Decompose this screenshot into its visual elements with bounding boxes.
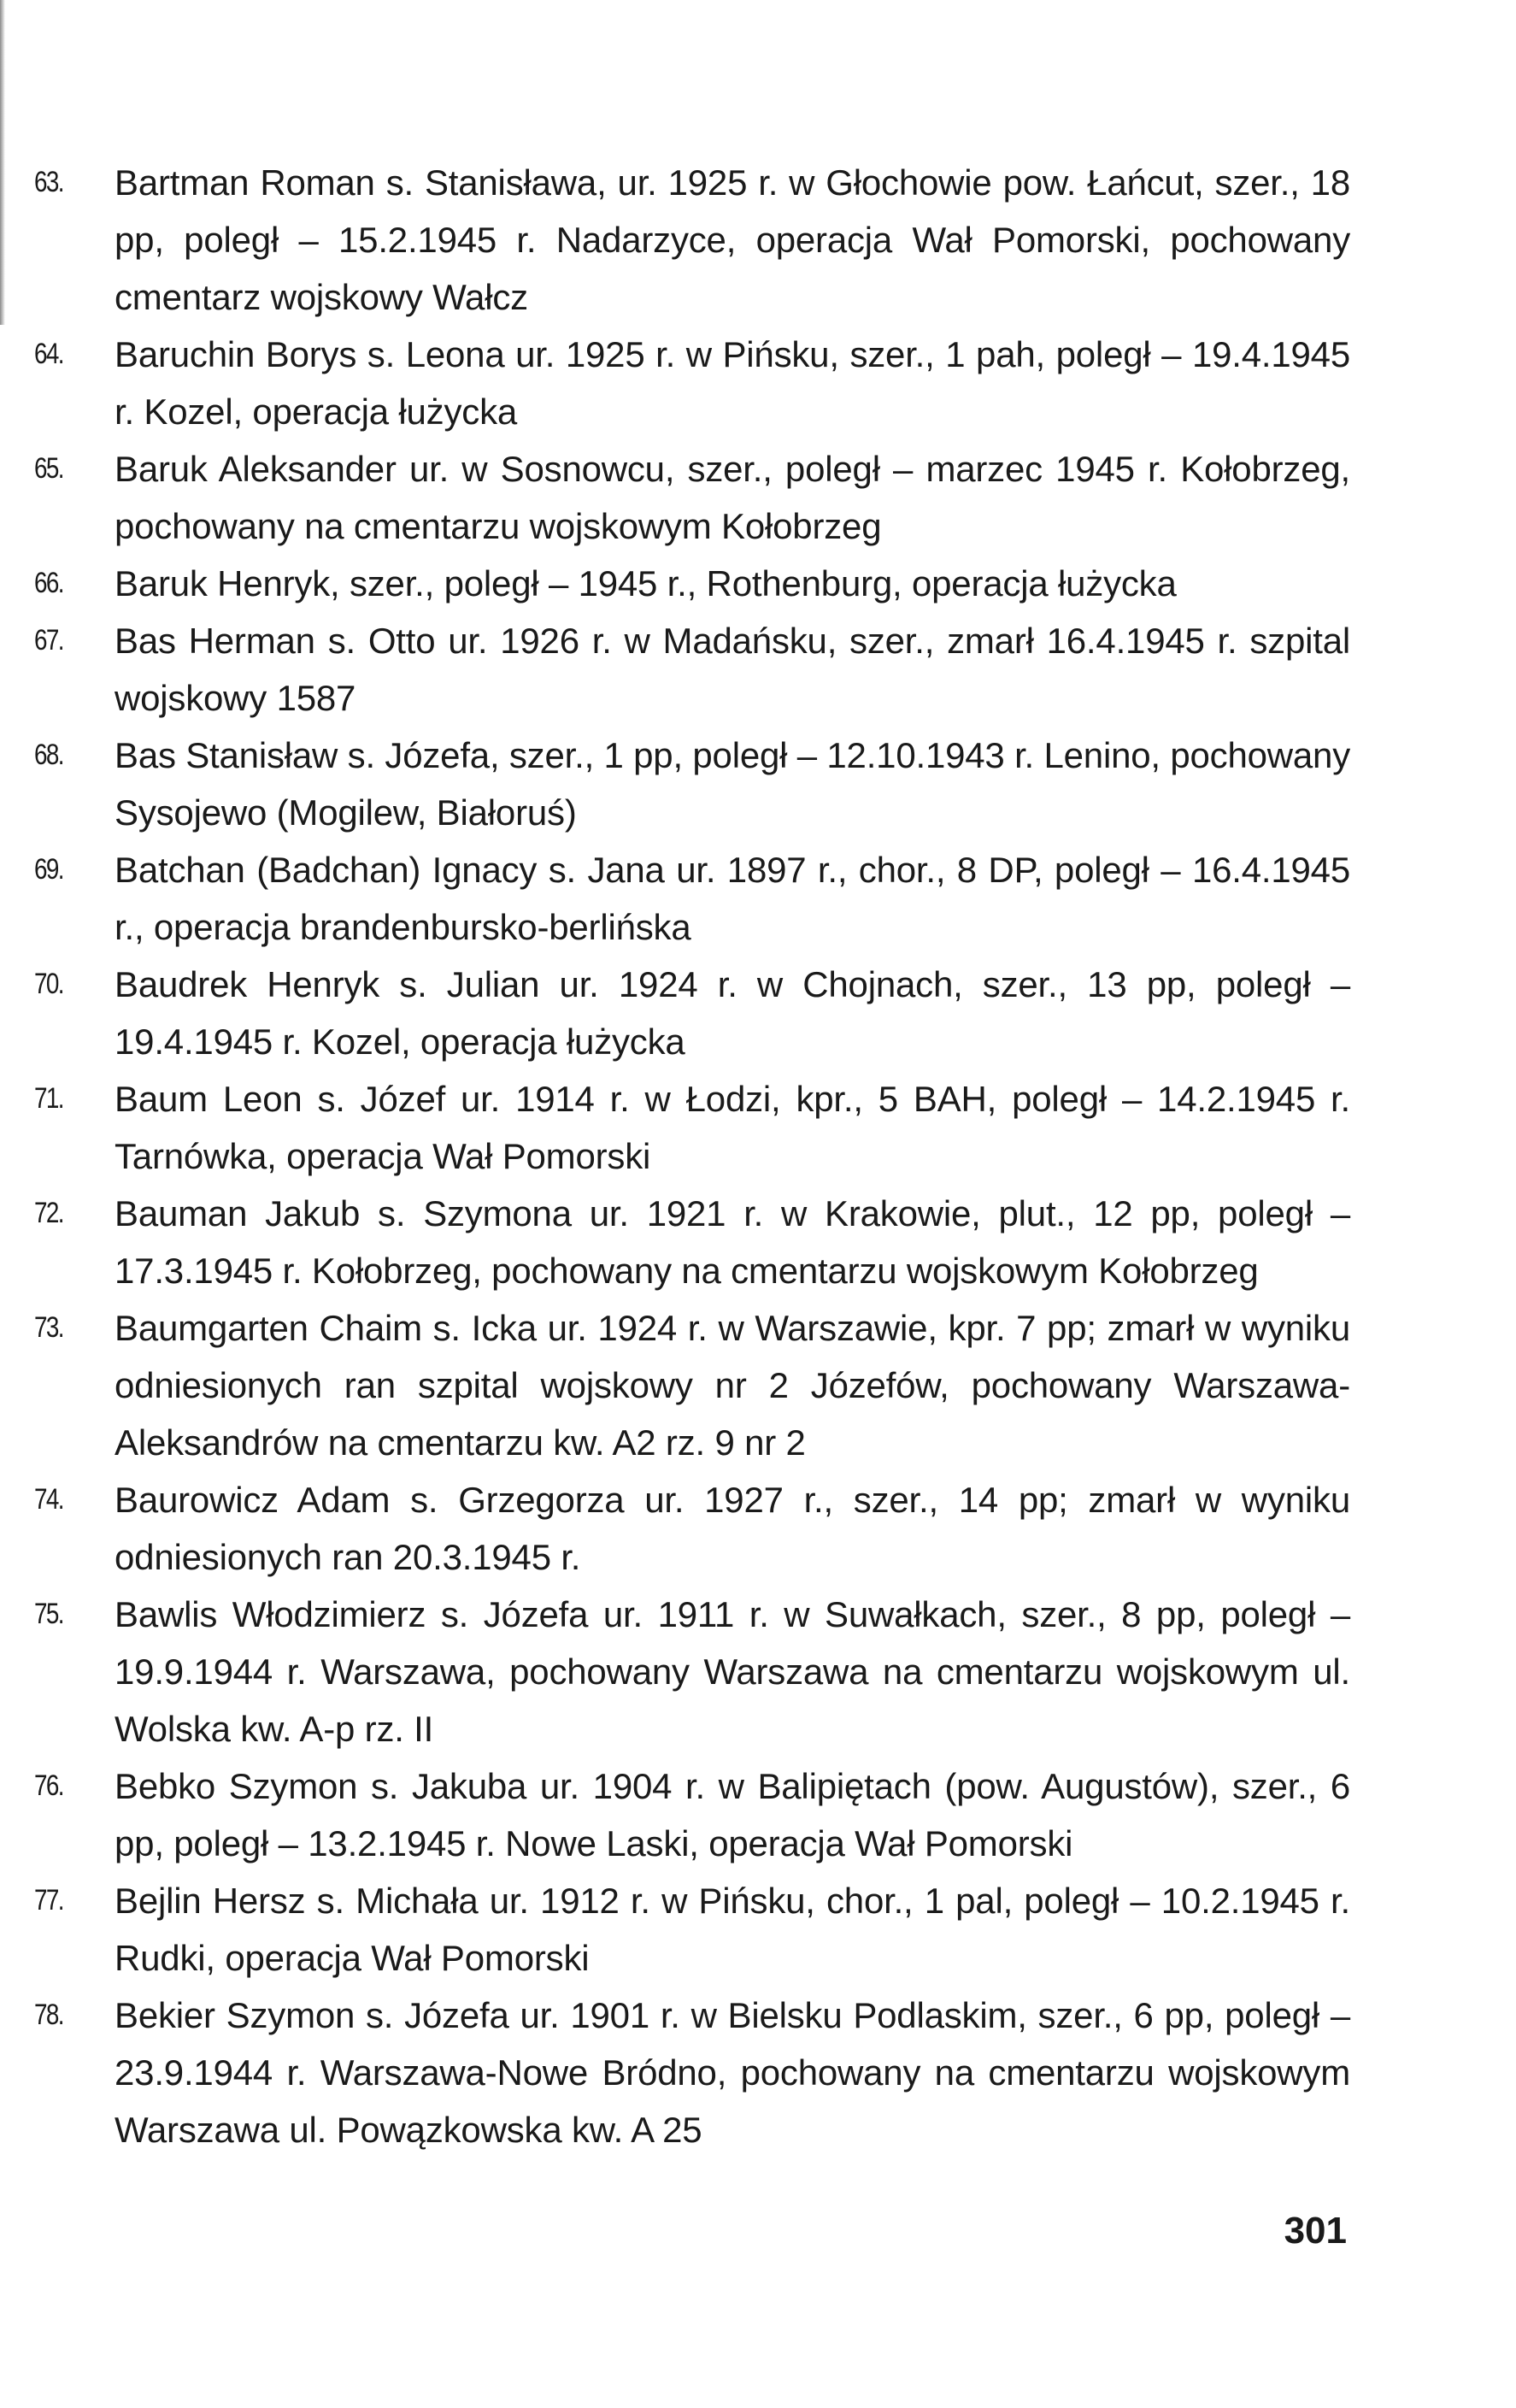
page-binding-edge (0, 0, 5, 325)
entry-text: Bauman Jakub s. Szymona ur. 1921 r. w Krakowie, plut., 12 pp, poległ – 17.3.1945 r. Kołobrzeg, pochowany na cmentarzu wojskowym Kołobrzeg (115, 1193, 1350, 1291)
entry-text: Baruk Aleksander ur. w Sosnowcu, szer., poległ – marzec 1945 r. Kołobrzeg, pochowany na cmentarzu wojskowym Kołobrzeg (115, 449, 1350, 546)
entry-text: Bekier Szymon s. Józefa ur. 1901 r. w Bielsku Podlaskim, szer., 6 pp, poległ – 23.9.1944 r. Warszawa-Nowe Bródno, pochowany na cmentarzu wojskowym Warszawa ul. Powązkowska kw. A 25 (115, 1995, 1350, 2150)
entry-text: Baum Leon s. Józef ur. 1914 r. w Łodzi, kpr., 5 BAH, poległ – 14.2.1945 r. Tarnówka, operacja Wał Pomorski (115, 1079, 1350, 1176)
entry-text: Baurowicz Adam s. Grzegorza ur. 1927 r., szer., 14 pp; zmarł w wyniku odniesionych ran 20.3.1945 r. (115, 1480, 1350, 1577)
list-item (34, 1757, 1350, 1872)
list-item (34, 1987, 1350, 2158)
entry-number: 77. (34, 1884, 63, 1916)
list-item (34, 956, 1350, 1070)
entry-number: 72. (34, 1197, 63, 1229)
entry-number: 66. (34, 567, 63, 599)
entry-number: 78. (34, 1999, 63, 2031)
entry-text: Baumgarten Chaim s. Icka ur. 1924 r. w Warszawie, kpr. 7 pp; zmarł w wyniku odniesionych ran szpital wojskowy nr 2 Józefów, pochowany Warszawa- Aleksandrów na cmentarzu kw. A2 rz. 9 nr 2 (115, 1308, 1350, 1463)
entry-number: 64. (34, 338, 63, 370)
entry-text: Batchan (Badchan) Ignacy s. Jana ur. 1897 r., chor., 8 DP, poległ – 16.4.1945 r., operacja brandenbursko-berlińska (115, 850, 1350, 947)
entry-number: 68. (34, 739, 63, 771)
list-item (34, 555, 1350, 612)
entry-text: Bebko Szymon s. Jakuba ur. 1904 r. w Balipiętach (pow. Augustów), szer., 6 pp, poległ – 13.2.1945 r. Nowe Laski, operacja Wał Pomorski (115, 1766, 1350, 1863)
list-item (34, 612, 1350, 727)
list-item (34, 1872, 1350, 1987)
entry-number: 69. (34, 853, 63, 886)
entry-number: 76. (34, 1769, 63, 1802)
entry-list (34, 154, 1350, 2158)
list-item (34, 154, 1350, 326)
entry-text: Baruk Henryk, szer., poległ – 1945 r., Rothenburg, operacja łużycka (115, 563, 1177, 603)
entry-number: 70. (34, 968, 63, 1000)
entry-number: 75. (34, 1598, 63, 1630)
entry-number: 65. (34, 452, 63, 485)
entry-number: 73. (34, 1311, 63, 1344)
entry-text: Baudrek Henryk s. Julian ur. 1924 r. w Chojnach, szer., 13 pp, poległ – 19.4.1945 r. Kozel, operacja łużycka (115, 964, 1350, 1062)
list-item (34, 1471, 1350, 1586)
entry-number: 74. (34, 1483, 63, 1516)
list-item (34, 440, 1350, 555)
entry-text: Bas Stanisław s. Józefa, szer., 1 pp, poległ – 12.10.1943 r. Lenino, pochowany Sysojewo (Mogilew, Białoruś) (115, 735, 1351, 833)
list-item (34, 727, 1350, 841)
entry-number: 67. (34, 624, 63, 656)
list-item (34, 841, 1350, 956)
page-number: 301 (1284, 2210, 1347, 2252)
entry-number: 71. (34, 1082, 63, 1115)
list-item (34, 326, 1350, 440)
entry-text: Bawlis Włodzimierz s. Józefa ur. 1911 r. w Suwałkach, szer., 8 pp, poległ – 19.9.1944 r. Warszawa, pochowany Warszawa na cmentarzu wojskowym ul. Wolska kw. A-p rz. II (115, 1594, 1350, 1749)
list-item (34, 1586, 1350, 1757)
entry-text: Bejlin Hersz s. Michała ur. 1912 r. w Pińsku, chor., 1 pal, poległ – 10.2.1945 r. Rudki, operacja Wał Pomorski (115, 1881, 1350, 1978)
entry-text: Bas Herman s. Otto ur. 1926 r. w Madańsku, szer., zmarł 16.4.1945 r. szpital wojskowy 1587 (115, 621, 1350, 718)
entry-number: 63. (34, 166, 63, 198)
list-item (34, 1185, 1350, 1299)
entry-text: Baruchin Borys s. Leona ur. 1925 r. w Pińsku, szer., 1 pah, poległ – 19.4.1945 r. Kozel, operacja łużycka (115, 334, 1350, 432)
list-item (34, 1299, 1350, 1471)
entry-text: Bartman Roman s. Stanisława, ur. 1925 r. w Głochowie pow. Łańcut, szer., 18 pp, poległ – 15.2.1945 r. Nadarzyce, operacja Wał Pomorski, pochowany cmentarz wojskowy Wałcz (115, 162, 1350, 317)
list-item (34, 1070, 1350, 1185)
